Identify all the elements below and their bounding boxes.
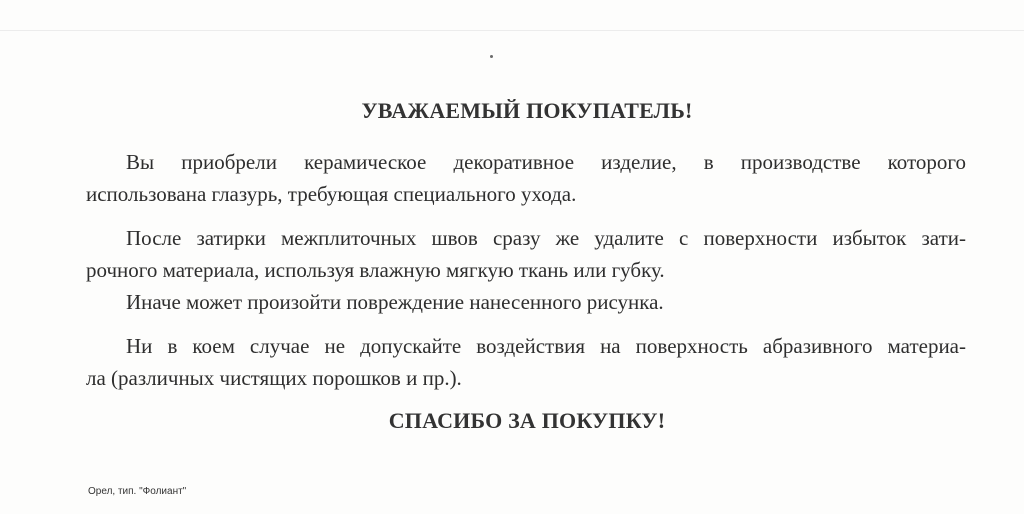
paragraph-line: рочного материала, используя влажную мягкую ткань или губку. [86,258,665,282]
paragraph-line: Иначе может произойти повреждение нанесенного рисунка. [126,290,664,314]
paragraph-line: Вы приобрели керамическое декоративное изделие, в производстве которого [126,150,966,174]
body-text [86,146,966,394]
paragraph-line: Ни в коем случае не допускайте воздействия на поверхность абразивного материа- [126,334,966,358]
paragraph-line: ла (различных чистящих порошков и пр.). [86,366,462,390]
paragraph-grout [86,222,966,318]
paragraph-abrasive [86,330,966,394]
thanks-heading: СПАСИБО ЗА ПОКУПКУ! [388,408,666,433]
printer-imprint: Орел, тип. "Фолиант" [88,486,187,497]
paragraph-glaze [86,146,966,210]
paragraph-line: После затирки межплиточных швов сразу же удалите с поверхности избыток зати- [126,226,966,250]
greeting-heading: УВАЖАЕМЫЙ ПОКУПАТЕЛЬ! [361,98,693,123]
paper-speck [490,55,493,58]
paper-edge-line [0,30,1024,31]
paragraph-line: использована глазурь, требующая специального ухода. [86,182,577,206]
